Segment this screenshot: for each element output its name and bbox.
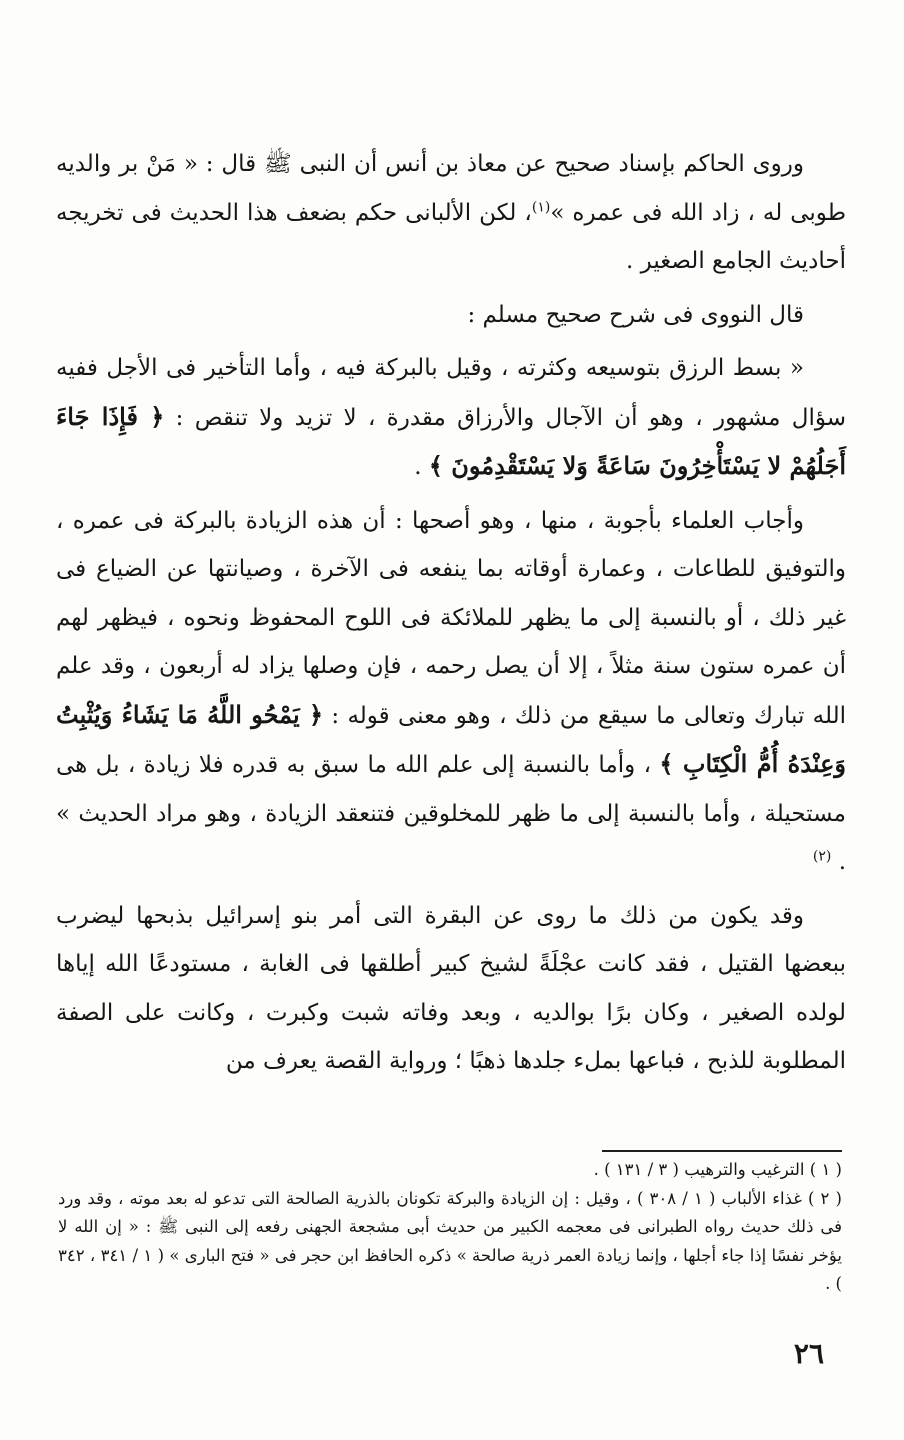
paragraph-text: وروى الحاكم بإسناد صحيح عن معاذ بن أنس أن النبى ﷺ قال : « مَنْ بر والديه طوبى له ، زاد الله فى عمره » bbox=[56, 151, 846, 226]
paragraph-cow-story bbox=[56, 892, 846, 1086]
paragraph-nawawi-quote bbox=[56, 344, 846, 492]
page-number: ٢٦ bbox=[793, 1337, 824, 1370]
paragraph-text: « بسط الرزق بتوسيعه وكثرته ، وقيل بالبركة فيه ، وأما التأخير فى الأجل ففيه سؤال مشهور ، وهو أن الآجال والأرزاق مقدرة ، لا تزيد ولا تنقص : bbox=[56, 355, 846, 431]
footnote-1: ( ١ ) الترغيب والترهيب ( ٣ / ١٣١ ) . bbox=[593, 1160, 842, 1179]
paragraph-text: وأجاب العلماء بأجوبة ، منها ، وهو أصحها : أن هذه الزيادة بالبركة فى عمره ، والتوفيق للطاعات ، وعمارة أوقاته بما ينفعه فى الآخرة ، وصيانتها عن الضياع فى غير ذلك ، أو بالنسبة إلى ما يظهر للملائكة فى اللوح المحفوظ ونحوه ، فيظهر لهم أن عمره ستون سنة مثلاً ، إلا أن يصل رحمه ، فإن وصلها يزاد له أربعون ، وقد علم الله تبارك وتعالى ما سيقع من ذلك ، وهو معنى قوله : bbox=[56, 507, 846, 729]
paragraph-text: . bbox=[414, 454, 422, 480]
main-text bbox=[56, 140, 846, 1086]
footnote-reference-2: (٢) bbox=[812, 848, 832, 865]
paragraph-nawawi-intro bbox=[56, 291, 846, 340]
quran-verse: ﴿ يَمْحُو اللَّهُ مَا يَشَاءُ وَيُثْبِتُ وَعِنْدَهُ أُمُّ الْكِتَابِ ﴾ bbox=[56, 699, 846, 778]
footnotes bbox=[58, 1156, 842, 1299]
paragraph-text: وقد يكون من ذلك ما روى عن البقرة التى أمر بنو إسرائيل بذبحها ليضرب ببعضها القتيل ، فقد كانت عجْلَةً لشيخ كبير أطلقها فى الغابة ، مستودعًا الله إياها لولده الصغير ، وكان برًا بوالديه ، وبعد وفاته شبت وكبرت ، وكانت على الصفة المطلوبة للذبح ، فباعها بملء جلدها ذهبًا ؛ ورواية القصة يعرف من bbox=[56, 902, 846, 1074]
quran-verse: ﴿ فَإِذَا جَاءَ أَجَلُهُمْ لا يَسْتَأْخِرُونَ سَاعَةً وَلا يَسْتَقْدِمُونَ ﴾ bbox=[56, 401, 846, 480]
paragraph-text: ، لكن الألبانى حكم بضعف هذا الحديث فى تخريجه أحاديث الجامع الصغير . bbox=[56, 199, 846, 274]
paragraph-scholars-answer bbox=[56, 497, 846, 887]
paragraph-text: قال النووى فى شرح صحيح مسلم : bbox=[467, 301, 804, 328]
paragraph-text: ، وأما بالنسبة إلى علم الله ما سبق به قدره فلا زيادة ، بل هى مستحيلة ، وأما بالنسبة إلى ما ظهر للمخلوقين فتنعقد الزيادة ، وهو مراد الحديث » . bbox=[56, 752, 846, 875]
paragraph-hadith-hakim bbox=[56, 140, 846, 286]
footnote-reference-1: (١) bbox=[531, 198, 551, 215]
footnote-2: ( ٢ ) غذاء الألباب ( ١ / ٣٠٨ ) ، وقيل : إن الزيادة والبركة تكونان بالذرية الصالحة التى تدعو له بعد موته ، وقد ورد فى ذلك حديث رواه الطبرانى فى معجمه الكبير من حديث أبى مشجعة الجهنى رفعه إلى النبى ﷺ : « إن الله لا يؤخر نفسًا إذا جاء أجلها ، وإنما زيادة العمر ذرية صالحة » ذكره الحافظ ابن حجر فى « فتح البارى » ( ١ / ٣٤١ ، ٣٤٢ ) . bbox=[58, 1188, 842, 1293]
footnote-divider bbox=[602, 1150, 842, 1152]
